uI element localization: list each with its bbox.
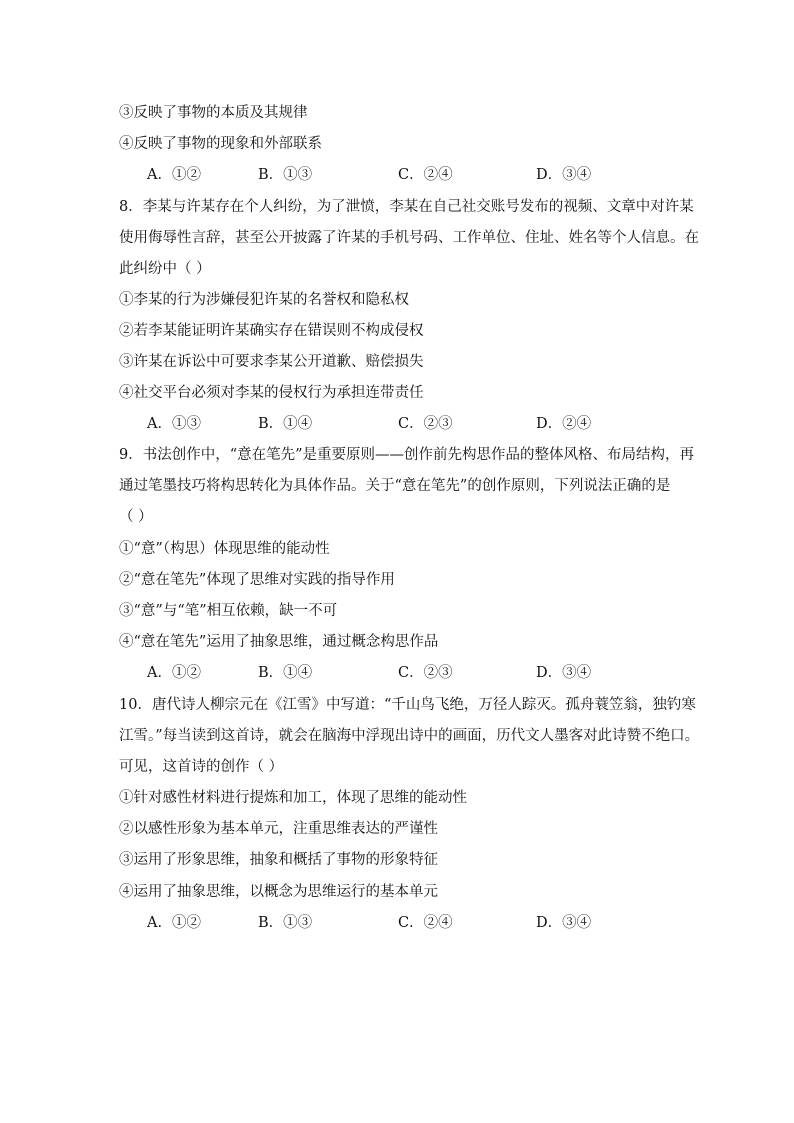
q7-option-b[interactable]: B．①③ (258, 167, 313, 183)
q8-stem-line-1: 8．李某与许某存在个人纠纷，为了泄愤，李某在自己社交账号发布的视频、文章中对许某 (119, 199, 694, 215)
q7-option-d[interactable]: D．③④ (536, 167, 592, 183)
q10-stem-line-3: 可见，这首诗的创作（ ） (119, 759, 284, 775)
q9-stem-line-1: 9．书法创作中，“意在笔先”是重要原则——创作前先构思作品的整体风格、布局结构，再 (119, 447, 695, 463)
q7-option-c[interactable]: C．②④ (398, 167, 453, 183)
q8-statement-3: ③许某在诉讼中可要求李某公开道歉、赔偿损失 (119, 354, 424, 370)
q8-options (147, 414, 617, 434)
q9-options (147, 663, 617, 683)
q9-statement-1: ①“意”（构思）体现思维的能动性 (119, 541, 330, 557)
q9-statement-4: ④“意在笔先”运用了抽象思维，通过概念构思作品 (119, 634, 439, 650)
q9-option-c[interactable]: C．②③ (398, 665, 453, 681)
q10-stem-line-1: 10．唐代诗人柳宗元在《江雪》中写道：“千山鸟飞绝，万径人踪灭。孤舟蓑笠翁，独钓寒 (119, 697, 696, 713)
q10-option-b[interactable]: B．①③ (258, 915, 313, 931)
q8-stem-line-2: 使用侮辱性言辞，甚至公开披露了许某的手机号码、工作单位、住址、姓名等个人信息。在 (119, 230, 699, 246)
q10-stem-line-2: 江雪。”每当读到这首诗，就会在脑海中浮现出诗中的画面，历代文人墨客对此诗赞不绝口。 (119, 728, 700, 744)
q8-statement-1: ①李某的行为涉嫌侵犯许某的名誉权和隐私权 (119, 292, 409, 308)
q8-statement-4: ④社交平台必须对李某的侵权行为承担连带责任 (119, 385, 424, 401)
q8-stem-line-3: 此纠纷中（ ） (119, 261, 211, 277)
q7-statement-4: ④反映了事物的现象和外部联系 (119, 136, 322, 152)
q10-option-d[interactable]: D．③④ (536, 915, 592, 931)
q9-option-a[interactable]: A．①② (147, 665, 201, 681)
q9-option-b[interactable]: B．①④ (258, 665, 313, 681)
q8-option-d[interactable]: D．②④ (536, 416, 592, 432)
q7-statement-3: ③反映了事物的本质及其规律 (119, 105, 308, 121)
q9-stem-line-2: 通过笔墨技巧将构思转化为具体作品。关于“意在笔先”的创作原则，下列说法正确的是 (119, 478, 671, 494)
q9-option-d[interactable]: D．③④ (536, 665, 592, 681)
q10-statement-3: ③运用了形象思维，抽象和概括了事物的形象特征 (119, 852, 438, 868)
q10-options (147, 913, 617, 933)
q8-option-a[interactable]: A．①③ (147, 416, 201, 432)
q9-statement-3: ③“意”与“笔”相互依赖，缺一不可 (119, 603, 338, 619)
q7-option-a[interactable]: A．①② (147, 167, 201, 183)
q9-stem-line-3: （ ） (119, 509, 153, 525)
q8-statement-2: ②若李某能证明许某确实存在错误则不构成侵权 (119, 323, 424, 339)
q9-statement-2: ②“意在笔先”体现了思维对实践的指导作用 (119, 572, 395, 588)
q10-option-a[interactable]: A．①② (147, 915, 201, 931)
q10-option-c[interactable]: C．②④ (398, 915, 453, 931)
q10-statement-2: ②以感性形象为基本单元，注重思维表达的严谨性 (119, 821, 438, 837)
q8-option-c[interactable]: C．②③ (398, 416, 453, 432)
q10-statement-4: ④运用了抽象思维，以概念为思维运行的基本单元 (119, 884, 438, 900)
q7-options (147, 165, 617, 185)
q8-option-b[interactable]: B．①④ (258, 416, 313, 432)
q10-statement-1: ①针对感性材料进行提炼和加工，体现了思维的能动性 (119, 790, 467, 806)
